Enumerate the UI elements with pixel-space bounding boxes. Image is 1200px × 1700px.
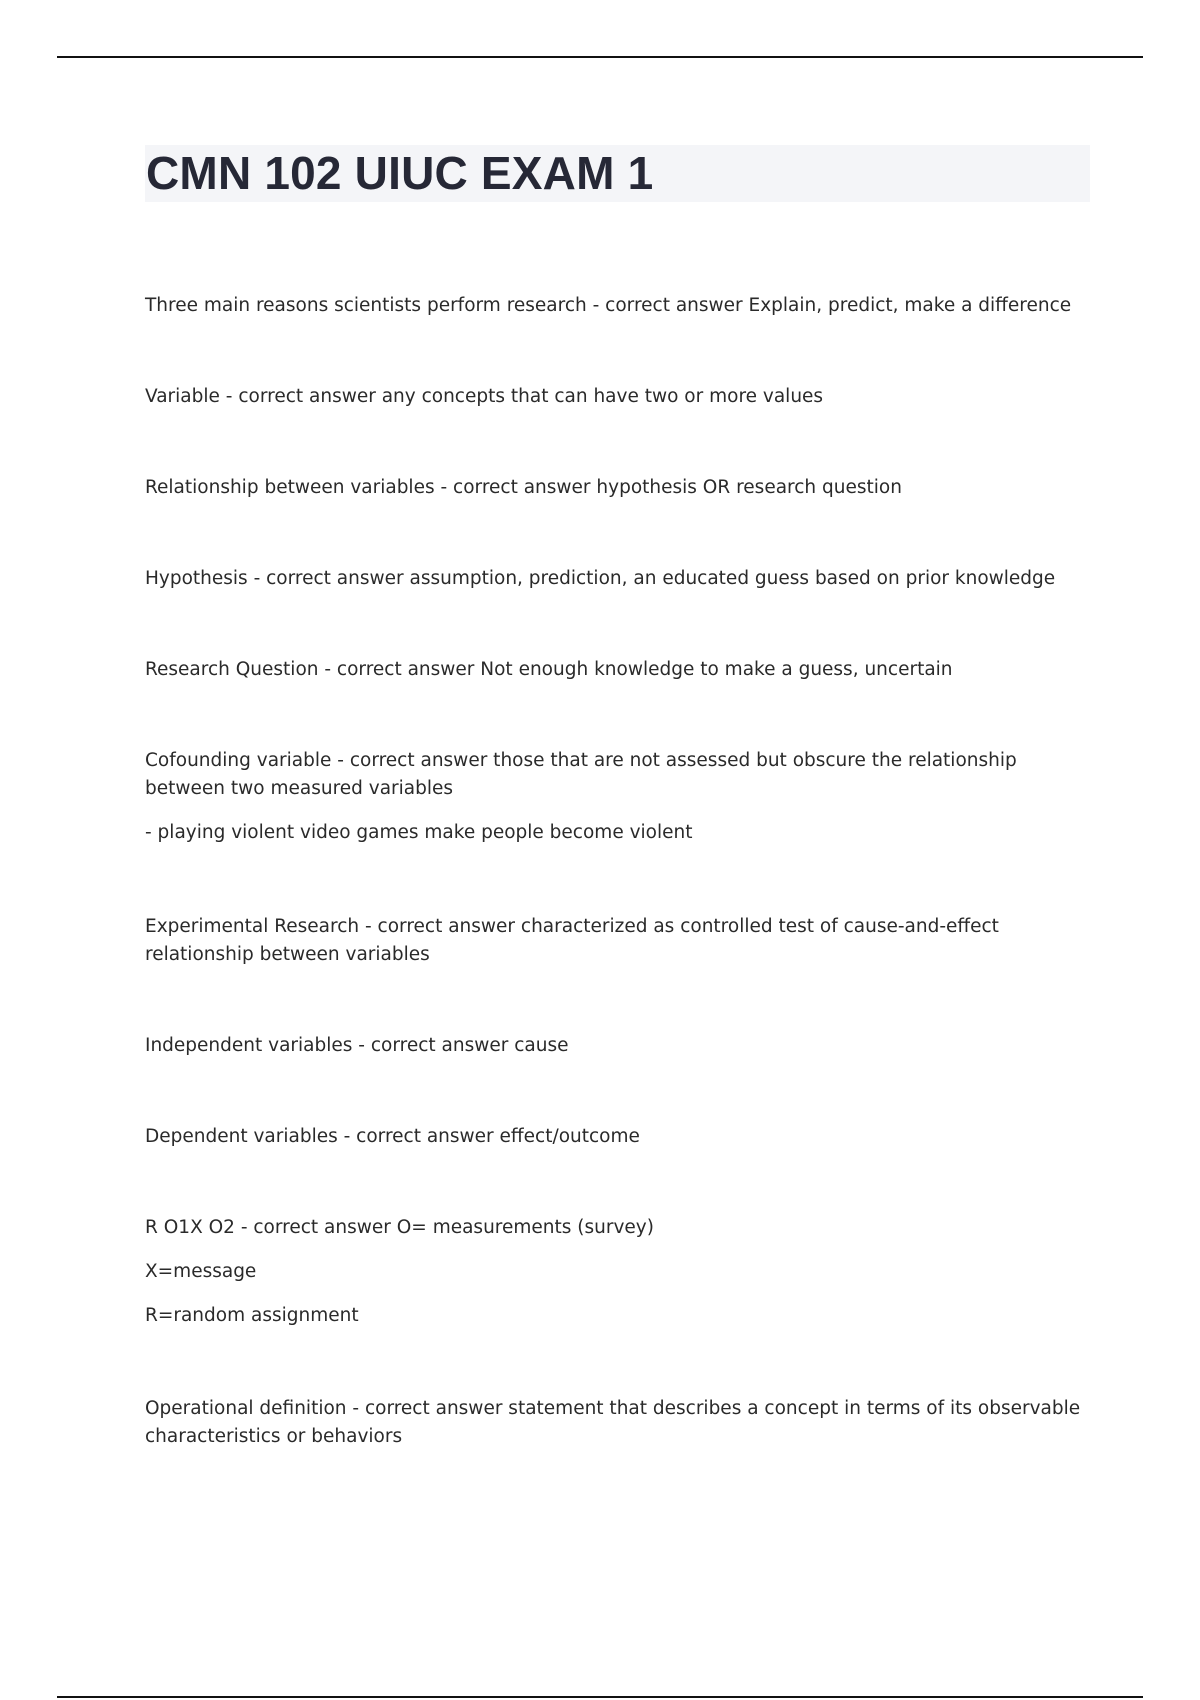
qa-text: Relationship between variables - correct answer hypothesis OR research question: [145, 477, 902, 498]
qa-item: [145, 1214, 1090, 1330]
qa-item: [145, 292, 1090, 320]
bottom-rule: [57, 1696, 1143, 1698]
qa-text: R O1X O2 - correct answer O= measurements (survey): [145, 1217, 654, 1238]
qa-item: [145, 565, 1090, 593]
qa-text: Cofounding variable - correct answer those that are not assessed but obscure the relationship between two measured variables: [145, 750, 1017, 799]
qa-item: [145, 1032, 1090, 1060]
qa-text: Dependent variables - correct answer effect/outcome: [145, 1126, 640, 1147]
qa-item: [145, 747, 1090, 847]
qa-text: Hypothesis - correct answer assumption, prediction, an educated guess based on prior knowledge: [145, 568, 1056, 589]
qa-item: [145, 656, 1090, 684]
qa-text: Three main reasons scientists perform research - correct answer Explain, predict, make a difference: [145, 295, 1072, 316]
qa-item: [145, 474, 1090, 502]
qa-extra-line: - playing violent video games make people become violent: [145, 822, 693, 843]
qa-extra-line: R=random assignment: [145, 1305, 359, 1326]
qa-item: [145, 383, 1090, 411]
qa-item: [145, 913, 1090, 969]
top-rule: [57, 56, 1143, 58]
qa-item: [145, 1123, 1090, 1151]
qa-text: Independent variables - correct answer cause: [145, 1035, 569, 1056]
qa-text: Variable - correct answer any concepts that can have two or more values: [145, 386, 824, 407]
qa-extra-line: X=message: [145, 1261, 257, 1282]
qa-text: Experimental Research - correct answer characterized as controlled test of cause-and-effect relationship between variables: [145, 916, 999, 965]
qa-item: [145, 1395, 1090, 1451]
qa-text: Operational definition - correct answer statement that describes a concept in terms of its observable characteristics or behaviors: [145, 1398, 1081, 1447]
qa-text: Research Question - correct answer Not enough knowledge to make a guess, uncertain: [145, 659, 953, 680]
page-title: CMN 102 UIUC EXAM 1: [146, 147, 654, 199]
